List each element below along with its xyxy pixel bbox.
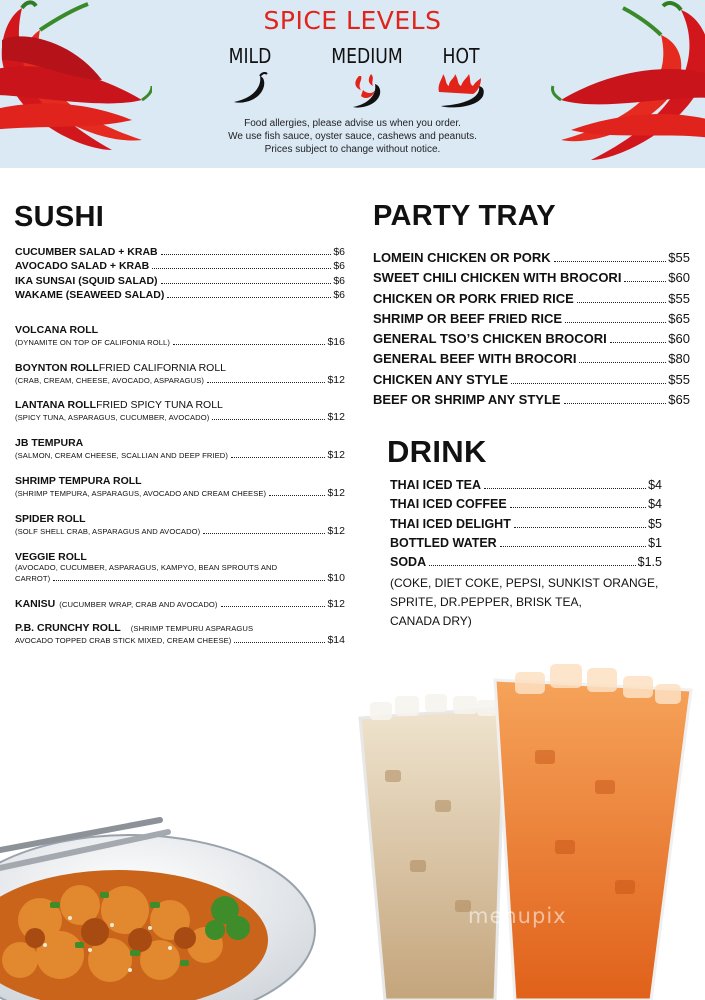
item-price: $60 — [668, 270, 690, 286]
menu-item — [390, 555, 662, 574]
menu-item — [373, 270, 690, 290]
item-description: (SHRIMP TEMPURA, ASPARAGUS, AVOCADO AND CREAM CHEESE) — [15, 489, 267, 499]
leader-dots — [161, 283, 332, 284]
leader-dots — [510, 507, 646, 508]
spice-level-medium — [322, 44, 412, 110]
soda-options-line: (COKE, DIET COKE, PEPSI, SUNKIST ORANGE, — [390, 576, 659, 591]
item-price: $65 — [668, 310, 690, 326]
leader-dots — [173, 344, 325, 345]
leader-dots — [565, 322, 666, 323]
spice-level-label: MEDIUM — [331, 44, 403, 68]
leader-dots — [167, 297, 331, 298]
item-price: $12 — [327, 525, 345, 538]
party-tray-section-title: PARTY TRAY — [373, 200, 556, 232]
leader-dots — [554, 261, 667, 262]
general-tso-bowl-image — [0, 810, 320, 1000]
spice-level-mild — [205, 44, 295, 106]
item-price: $12 — [327, 487, 345, 500]
leader-dots — [579, 362, 666, 363]
item-name: AVOCADO SALAD + KRAB — [15, 260, 150, 273]
item-price: $1.5 — [637, 555, 662, 570]
item-price: $4 — [648, 478, 662, 492]
item-price: $6 — [333, 246, 345, 258]
item-description: (SPICY TUNA, ASPARAGUS, CUCUMBER, AVOCADO) — [15, 413, 210, 423]
menu-item — [15, 437, 345, 461]
drink-section-title: DRINK — [387, 434, 487, 469]
spice-levels-title: SPICE LEVELS — [263, 6, 442, 35]
spice-levels-header — [0, 0, 705, 168]
thai-iced-drinks-image — [355, 650, 705, 1000]
item-name: BOYNTON ROLL — [15, 362, 99, 375]
item-price: $55 — [668, 250, 690, 265]
leader-dots — [564, 403, 667, 404]
item-description: (SOLF SHELL CRAB, ASPARAGUS AND AVOCADO) — [15, 527, 201, 537]
item-price: $16 — [327, 336, 345, 349]
item-description: AVOCADO TOPPED CRAB STICK MIXED, CREAM CHEESE) — [15, 636, 232, 646]
item-description: (CRAB, CREAM, CHEESE, AVOCADO, ASPARAGUS) — [15, 376, 205, 386]
menu-item — [15, 475, 345, 499]
leader-dots — [207, 382, 325, 383]
item-name: WAKAME (SEAWEED SALAD) — [15, 288, 165, 301]
spice-level-hot — [416, 44, 506, 110]
item-price: $5 — [648, 516, 662, 531]
sushi-menu — [15, 246, 345, 646]
item-name: LANTANA ROLL — [15, 399, 97, 412]
item-description: (AVOCADO, CUCUMBER, ASPARAGUS, KAMPYO, BEAN SPROUTS AND — [15, 563, 278, 573]
leader-dots — [500, 546, 646, 547]
item-price: $12 — [327, 374, 345, 387]
menu-item — [390, 517, 662, 536]
drink-menu — [390, 478, 662, 631]
item-price: $1 — [648, 535, 662, 550]
soda-options-line: CANADA DRY) — [390, 614, 472, 629]
menu-item — [373, 250, 690, 270]
item-name: THAI ICED TEA — [390, 478, 481, 492]
item-price: $60 — [668, 331, 690, 347]
item-description: (SHRIMP TEMPURU ASPARAGUS — [130, 624, 254, 634]
menu-item — [15, 289, 345, 303]
menu-item — [15, 246, 345, 260]
item-price: $12 — [327, 449, 345, 462]
pepper-fire-icon — [433, 72, 489, 110]
item-name: CUCUMBER SALAD + KRAB — [15, 246, 158, 258]
menu-item — [390, 497, 662, 516]
item-name: SWEET CHILI CHICKEN WITH BROCORI — [373, 270, 622, 286]
menu-item — [373, 291, 690, 311]
item-name: THAI ICED DELIGHT — [390, 516, 511, 531]
item-name: GENERAL BEEF WITH BROCORI — [373, 351, 577, 367]
spice-level-label: HOT — [442, 44, 480, 68]
item-price: $10 — [327, 572, 345, 585]
item-price: $80 — [668, 351, 690, 367]
item-name: CHICKEN ANY STYLE — [373, 371, 509, 387]
leader-dots — [514, 527, 646, 528]
item-description: (CUCUMBER WRAP, CRAB AND AVOCADO) — [59, 600, 218, 610]
menu-item — [15, 275, 345, 289]
leader-dots — [484, 488, 646, 489]
item-description: (DYNAMITE ON TOP OF CALIFONIA ROLL) — [15, 338, 170, 348]
menu-item — [15, 598, 345, 610]
leader-dots — [610, 342, 667, 343]
leader-dots — [511, 383, 666, 384]
menu-item — [390, 478, 662, 497]
item-name: KANISU — [15, 598, 56, 611]
item-name: GENERAL TSO’S CHICKEN BROCORI — [373, 331, 607, 347]
notice-line: Food allergies, please advise us when you order. — [244, 118, 461, 129]
item-price: $4 — [648, 497, 662, 512]
leader-dots — [152, 268, 331, 269]
menu-item — [15, 324, 345, 348]
item-price: $12 — [327, 598, 345, 611]
watermark: menupix — [468, 904, 567, 928]
leader-dots — [221, 606, 326, 607]
menu-item — [15, 622, 345, 646]
leader-dots — [231, 457, 325, 458]
item-price: $6 — [333, 274, 345, 287]
spice-level-label: MILD — [228, 44, 272, 68]
menu-item — [15, 513, 345, 537]
notice-line: We use fish sauce, oyster sauce, cashews and peanuts. — [228, 131, 477, 142]
leader-dots — [234, 642, 325, 643]
notice-line: Prices subject to change without notice. — [264, 144, 441, 155]
item-name: P.B. CRUNCHY ROLL — [15, 622, 121, 635]
pepper-flame-icon — [347, 72, 387, 110]
item-name: BEEF OR SHRIMP ANY STYLE — [373, 392, 561, 408]
menu-item — [15, 399, 345, 423]
item-name: JB TEMPURA — [15, 437, 84, 450]
item-name: SPIDER ROLL — [15, 513, 86, 526]
item-price: $6 — [333, 260, 345, 273]
item-subtitle: FRIED SPICY TUNA ROLL — [96, 399, 223, 412]
soda-options — [390, 574, 675, 631]
item-description: CARROT) — [15, 574, 51, 584]
menu-item — [373, 311, 690, 331]
menu-item — [373, 392, 690, 412]
item-description: (SALMON, CREAM CHEESE, SCALLIAN AND DEEP FRIED) — [15, 451, 229, 461]
item-price: $12 — [327, 411, 345, 424]
menu-item — [15, 551, 345, 584]
item-name: VOLCANA ROLL — [15, 324, 99, 337]
menu-item — [373, 331, 690, 351]
party-tray-menu — [373, 250, 690, 412]
item-name: CHICKEN OR PORK FRIED RICE — [373, 290, 574, 306]
item-price: $14 — [327, 634, 345, 647]
item-name: LOMEIN CHICKEN OR PORK — [373, 250, 551, 265]
menu-item — [373, 351, 690, 371]
leader-dots — [577, 302, 667, 303]
menu-item — [15, 362, 345, 386]
item-price: $55 — [668, 371, 690, 387]
item-name: THAI ICED COFFEE — [390, 497, 507, 512]
leader-dots — [161, 254, 332, 255]
leader-dots — [53, 580, 325, 581]
soda-options-line: SPRITE, DR.PEPPER, BRISK TEA, — [390, 595, 582, 610]
leader-dots — [269, 495, 325, 496]
item-name: SHRIMP TEMPURA ROLL — [15, 475, 142, 488]
item-name: BOTTLED WATER — [390, 535, 497, 550]
item-name: IKA SUNSAI (SQUID SALAD) — [15, 274, 158, 287]
menu-item — [373, 372, 690, 392]
leader-dots — [624, 281, 666, 282]
allergy-notice — [0, 117, 705, 156]
leader-dots — [212, 419, 325, 420]
item-price: $65 — [668, 392, 690, 408]
menu-item — [390, 536, 662, 555]
item-price: $55 — [668, 290, 690, 306]
sushi-section-title: SUSHI — [14, 201, 105, 233]
item-price: $6 — [333, 288, 345, 301]
leader-dots — [429, 565, 636, 566]
leader-dots — [203, 533, 325, 534]
item-name: VEGGIE ROLL — [15, 551, 87, 564]
pepper-plain-icon — [230, 72, 270, 106]
item-name: SHRIMP OR BEEF FRIED RICE — [373, 310, 563, 326]
menu-item — [15, 260, 345, 274]
item-subtitle: FRIED CALIFORNIA ROLL — [98, 362, 227, 375]
item-name: SODA — [390, 555, 427, 570]
